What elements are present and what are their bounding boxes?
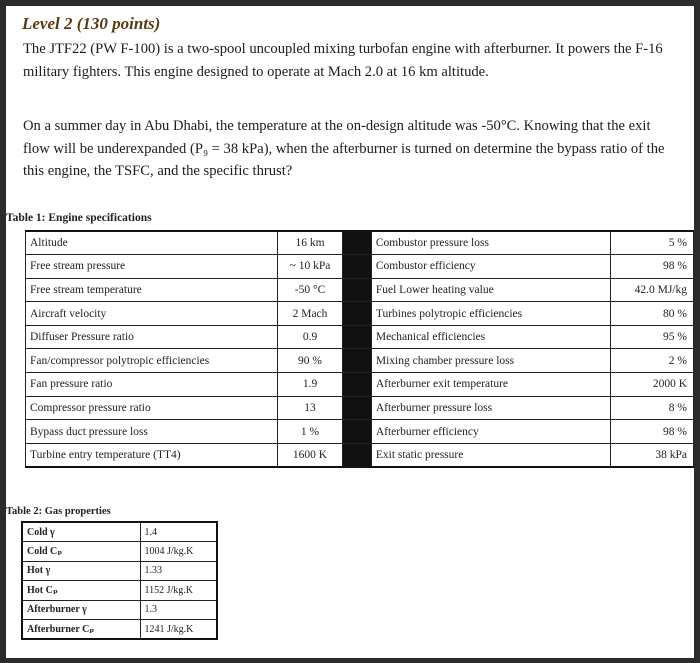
spec-label: Turbines polytropic efficiencies	[371, 302, 610, 326]
gas-property-value: 1.33	[140, 561, 217, 581]
spec-value: 2 %	[611, 349, 694, 373]
spec-label: Compressor pressure ratio	[26, 396, 278, 420]
gas-property-label: Afterburner Cₚ	[22, 620, 140, 640]
spec-value: 13	[278, 396, 342, 420]
table-row	[26, 325, 694, 349]
spec-value: 42.0 MJ/kg	[611, 278, 694, 302]
spec-label: Altitude	[26, 231, 278, 255]
spec-label: Afterburner exit temperature	[371, 373, 610, 397]
spec-value: 1600 K	[278, 443, 342, 467]
spec-value: 38 kPa	[611, 443, 694, 467]
column-separator	[342, 349, 371, 373]
spec-value: 16 km	[278, 231, 342, 255]
spec-label: Aircraft velocity	[26, 302, 278, 326]
spec-label: Combustor efficiency	[371, 255, 610, 279]
gas-property-label: Hot γ	[22, 561, 140, 581]
spec-value: 95 %	[611, 325, 694, 349]
problem-heading: Level 2 (130 points)	[22, 14, 161, 33]
table-row	[26, 278, 694, 302]
spec-value: 8 %	[611, 396, 694, 420]
table-row	[22, 542, 217, 562]
spec-value: 0.9	[278, 325, 342, 349]
table-row	[22, 561, 217, 581]
column-separator	[342, 278, 371, 302]
table-row	[22, 600, 217, 620]
spec-label: Combustor pressure loss	[371, 231, 610, 255]
spec-label: Fan/compressor polytropic efficiencies	[26, 349, 278, 373]
table1-caption: Table 1: Engine specifications	[6, 212, 152, 224]
table-row	[26, 396, 694, 420]
gas-property-value: 1.3	[140, 600, 217, 620]
spec-value: 90 %	[278, 349, 342, 373]
table-row	[26, 373, 694, 397]
spec-value: 5 %	[611, 231, 694, 255]
column-separator	[342, 373, 371, 397]
column-separator	[342, 396, 371, 420]
problem-paragraph-1: The JTF22 (PW F-100) is a two-spool uncoupled mixing turbofan engine with afterburner. It powers the F-16 military fighters. This engine designed to operate at Mach 2.0 at 16 km altitude.	[23, 41, 663, 80]
table-row	[26, 302, 694, 326]
spec-label: Afterburner pressure loss	[371, 396, 610, 420]
gas-property-label: Cold γ	[22, 522, 140, 542]
spec-label: Afterburner efficiency	[371, 420, 610, 444]
spec-value: 1 %	[278, 420, 342, 444]
column-separator	[342, 443, 371, 467]
table-row	[22, 581, 217, 601]
spec-value: -50 °C	[278, 278, 342, 302]
spec-label: Fuel Lower heating value	[371, 278, 610, 302]
table-row	[26, 231, 694, 255]
spec-label: Free stream temperature	[26, 278, 278, 302]
table-row	[26, 349, 694, 373]
table-row	[26, 420, 694, 444]
spec-label: Turbine entry temperature (TT4)	[26, 443, 278, 467]
gas-property-label: Hot Cₚ	[22, 581, 140, 601]
spec-value: ~ 10 kPa	[278, 255, 342, 279]
spec-label: Mechanical efficiencies	[371, 325, 610, 349]
engine-specifications-table	[25, 230, 694, 468]
gas-property-label: Afterburner γ	[22, 600, 140, 620]
spec-value: 2 Mach	[278, 302, 342, 326]
spec-label: Free stream pressure	[26, 255, 278, 279]
gas-property-value: 1241 J/kg.K	[140, 620, 217, 640]
table-row	[26, 443, 694, 467]
spec-label: Mixing chamber pressure loss	[371, 349, 610, 373]
gas-property-value: 1004 J/kg.K	[140, 542, 217, 562]
spec-value: 1.9	[278, 373, 342, 397]
spec-label: Diffuser Pressure ratio	[26, 325, 278, 349]
table-row	[26, 255, 694, 279]
table-row	[22, 620, 217, 640]
column-separator	[342, 420, 371, 444]
column-separator	[342, 302, 371, 326]
table2-caption: Table 2: Gas properties	[6, 506, 111, 517]
spec-label: Bypass duct pressure loss	[26, 420, 278, 444]
column-separator	[342, 325, 371, 349]
spec-label: Exit static pressure	[371, 443, 610, 467]
spec-value: 98 %	[611, 255, 694, 279]
gas-property-value: 1152 J/kg.K	[140, 581, 217, 601]
problem-paragraph-2: On a summer day in Abu Dhabi, the temperature at the on-design altitude was -50°C. Knowing that the exit flow will be underexpanded (P₉ = 38 kPa), when the afterburner is turned on determine the bypass ratio of the this engine, the TSFC, and the specific thrust?	[23, 118, 665, 180]
spec-value: 80 %	[611, 302, 694, 326]
table-row	[22, 522, 217, 542]
spec-value: 98 %	[611, 420, 694, 444]
column-separator	[342, 255, 371, 279]
gas-property-value: 1.4	[140, 522, 217, 542]
gas-properties-table	[21, 521, 218, 640]
gas-property-label: Cold Cₚ	[22, 542, 140, 562]
document-page	[6, 6, 694, 658]
spec-label: Fan pressure ratio	[26, 373, 278, 397]
spec-value: 2000 K	[611, 373, 694, 397]
column-separator	[342, 231, 371, 255]
